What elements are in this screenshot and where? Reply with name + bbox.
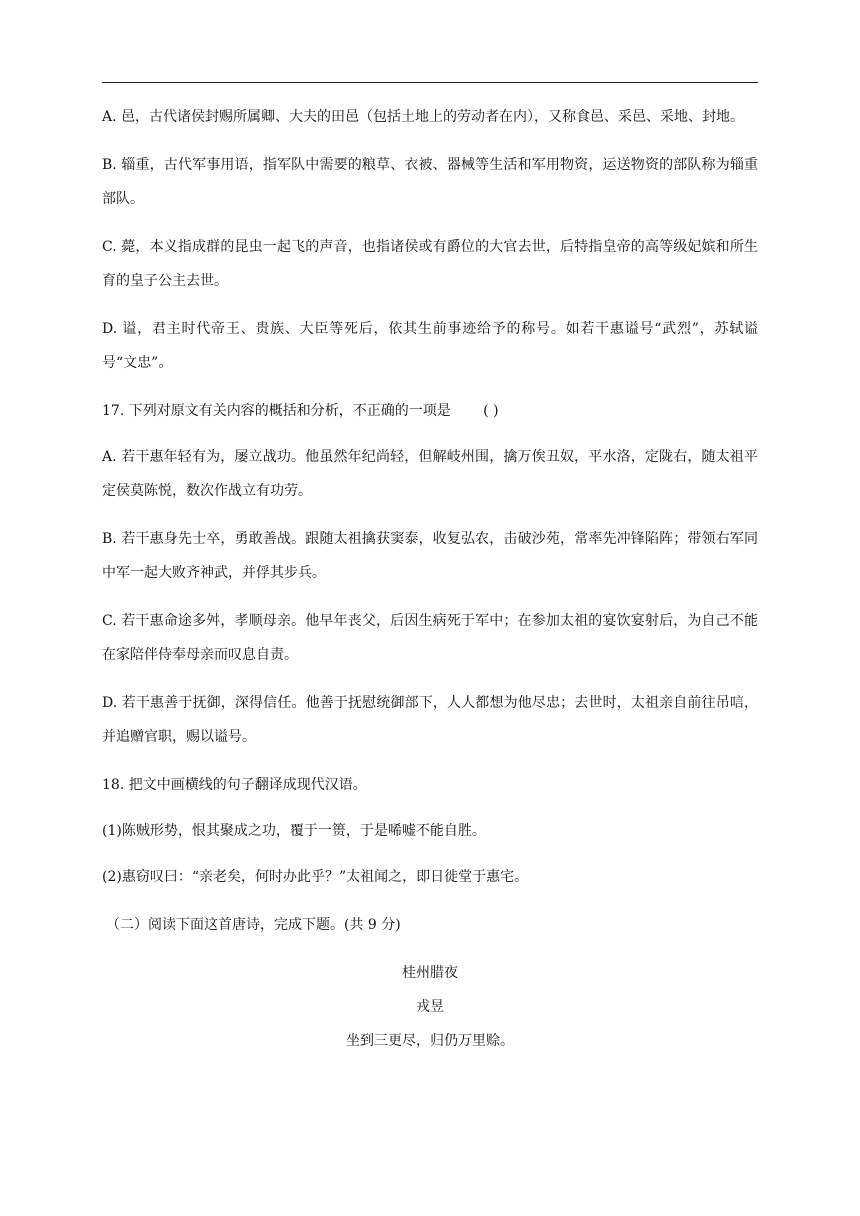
header-rule xyxy=(102,82,758,83)
poem-author: 戎昱 xyxy=(416,999,444,1015)
q17-option-c: C. 若干惠命途多舛，孝顺母亲。他早年丧父，后因生病死于军中；在参加太祖的宴饮宴射后，为自己不能在家陪伴侍奉母亲而叹息自责。 xyxy=(102,613,758,663)
q18-item-1: (1)陈贼形势，恨其聚成之功，覆于一篑，于是唏嘘不能自胜。 xyxy=(102,823,486,839)
q18-stem: 18. 把文中画横线的句子翻译成现代汉语。 xyxy=(102,777,367,793)
q17-stem: 17. 下列对原文有关内容的概括和分析，不正确的一项是 xyxy=(102,403,451,419)
q16-option-c: C. 薨，本义指成群的昆虫一起飞的声音，也指诸侯或有爵位的大官去世，后特指皇帝的高等级妃嫔和所生育的皇子公主去世。 xyxy=(102,239,758,289)
section-2-heading: （二）阅读下面这首唐诗，完成下题。(共 9 分) xyxy=(106,917,401,933)
q17-stem-line xyxy=(102,394,758,428)
poem-title: 桂州腊夜 xyxy=(402,965,458,981)
document-body xyxy=(102,100,758,1058)
q16-option-b: B. 辎重，古代军事用语，指军队中需要的粮草、衣被、器械等生活和军用物资，运送物资的部队称为辎重部队。 xyxy=(102,157,758,207)
q16-option-d: D. 谥，君主时代帝王、贵族、大臣等死后，依其生前事迹给予的称号。如若干惠谥号“武烈”，苏轼谥号“文忠”。 xyxy=(102,321,758,371)
q17-option-b: B. 若干惠身先士卒，勇敢善战。跟随太祖擒获窦泰，收复弘农，击破沙苑，常率先冲锋陷阵；带领右军同中军一起大败齐神武，并俘其步兵。 xyxy=(102,531,758,581)
q17-answer-paren: ( ) xyxy=(483,403,499,419)
q16-option-a: A. 邑，古代诸侯封赐所属卿、大夫的田邑（包括土地上的劳动者在内），又称食邑、采邑、采地、封地。 xyxy=(102,109,745,125)
poem-line-1: 坐到三更尽，归仍万里赊。 xyxy=(346,1033,514,1049)
q17-option-d: D. 若干惠善于抚御，深得信任。他善于抚慰统御部下，人人都想为他尽忠；去世时，太祖亲自前往吊唁，并追赠官职，赐以谥号。 xyxy=(102,695,758,745)
q18-item-2: (2)惠窃叹曰：“亲老矣，何时办此乎？”太祖闻之，即日徙堂于惠宅。 xyxy=(102,869,529,885)
q17-option-a: A. 若干惠年轻有为，屡立战功。他虽然年纪尚轻，但解岐州围，擒万俟丑奴，平水洛，定陇右，随太祖平定侯莫陈悦，数次作战立有功劳。 xyxy=(102,449,758,499)
